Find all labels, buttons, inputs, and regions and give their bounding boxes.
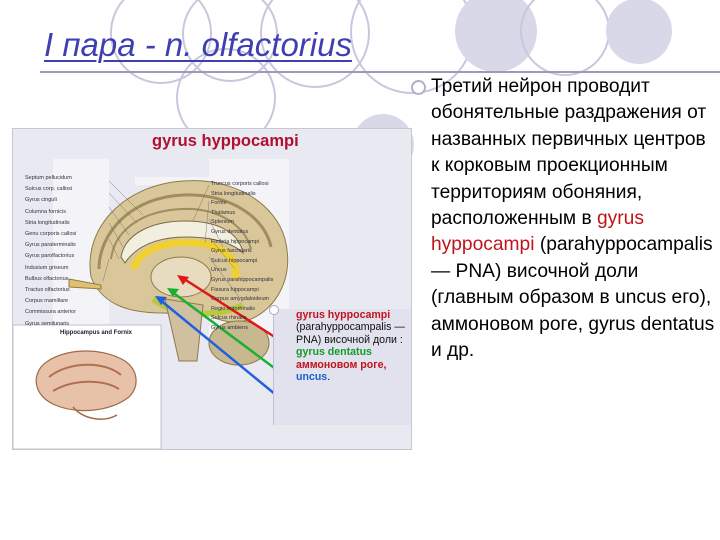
callout-line-uncus: uncus <box>296 371 328 384</box>
brain-figure <box>12 128 412 450</box>
right-label-7: Gyrus fasciolaris <box>211 248 252 255</box>
callout-line-ammon-horn: аммоновом роге, <box>296 358 387 371</box>
body-text-end: (parahyppocampalis — PNA) височной доли (главным образом в uncus его), аммоновом роге, gyrus dentatus и др. <box>431 234 715 362</box>
left-label-6: Gyrus paraterminalis <box>25 242 76 249</box>
left-label-11: Corpus mamillare <box>25 298 69 305</box>
left-label-0: Septum pellucidum <box>25 175 72 181</box>
callout-bullet-icon <box>269 305 279 315</box>
left-label-7: Gyrus parolfactorius <box>25 253 75 260</box>
right-label-9: Uncus <box>211 267 227 274</box>
right-label-14: Sulcus rhinalis <box>211 315 247 322</box>
right-label-12: Corpus amygdaloideum <box>211 296 270 303</box>
callout-line-gyrus-hyppocampi: gyrus hyppocampi <box>296 309 391 321</box>
left-label-4: Stria longitudinalis <box>25 219 70 226</box>
title-rule <box>40 71 720 73</box>
left-label-1: Sulcus corp. callosi <box>25 186 73 193</box>
callout-period: . <box>327 371 331 384</box>
decor-circle <box>520 0 610 76</box>
right-label-4: Splenium <box>211 219 234 226</box>
callout-line-gyrus-dentatus: gyrus dentatus <box>296 346 372 359</box>
left-label-10: Tractus olfactorius <box>25 287 70 293</box>
left-label-2: Gyrus cinguli <box>25 197 57 204</box>
bullet-icon <box>411 80 426 95</box>
left-label-5: Genu corporis callosi <box>25 231 77 237</box>
right-label-2: Fornix <box>211 200 227 207</box>
right-label-3: Thalamus <box>211 209 236 216</box>
left-label-8: Indusium griseum <box>25 264 69 271</box>
body-paragraph <box>431 74 717 364</box>
callout-text <box>296 309 412 383</box>
right-label-6: Fimbria hippocampi <box>211 238 259 245</box>
right-label-1: Stria longitudinalis <box>211 190 256 197</box>
left-label-13: Gyrus semilunaris <box>25 320 70 327</box>
left-label-3: Columna fornicis <box>25 208 66 215</box>
right-label-15: Gyrus ambiens <box>211 325 248 331</box>
right-label-5: Gyrus dentatus <box>211 229 249 235</box>
right-label-10: Gyrus parahippocampalis <box>211 277 274 283</box>
right-label-11: Fissura hippocampi <box>211 286 259 293</box>
right-label-13: Regio entorhinalis <box>211 305 256 312</box>
figure-title: gyrus hyppocampi <box>152 132 299 150</box>
left-label-9: Bulbus olfactorius <box>25 275 69 282</box>
left-label-12: Commissura anterior <box>25 309 77 316</box>
body-highlight: gyrus hyppocampi <box>431 208 644 256</box>
decor-circle <box>606 0 672 64</box>
right-label-0: Truncus corporis callosi <box>211 181 269 187</box>
callout-line-parahyppocampalis: (parahyppocampalis — PNA) височной доли : <box>296 321 405 346</box>
body-text: Третий нейрон проводит обонятельные раздражения от названных первичных центров к корковым проекционным территориям обоняния, расположенным в <box>431 76 707 230</box>
inset-title: Hippocampus and Fornix <box>60 330 133 336</box>
slide-title: I пара - n. olfactorius <box>44 26 352 63</box>
right-label-8: Sulcus hippocampi <box>211 257 258 264</box>
